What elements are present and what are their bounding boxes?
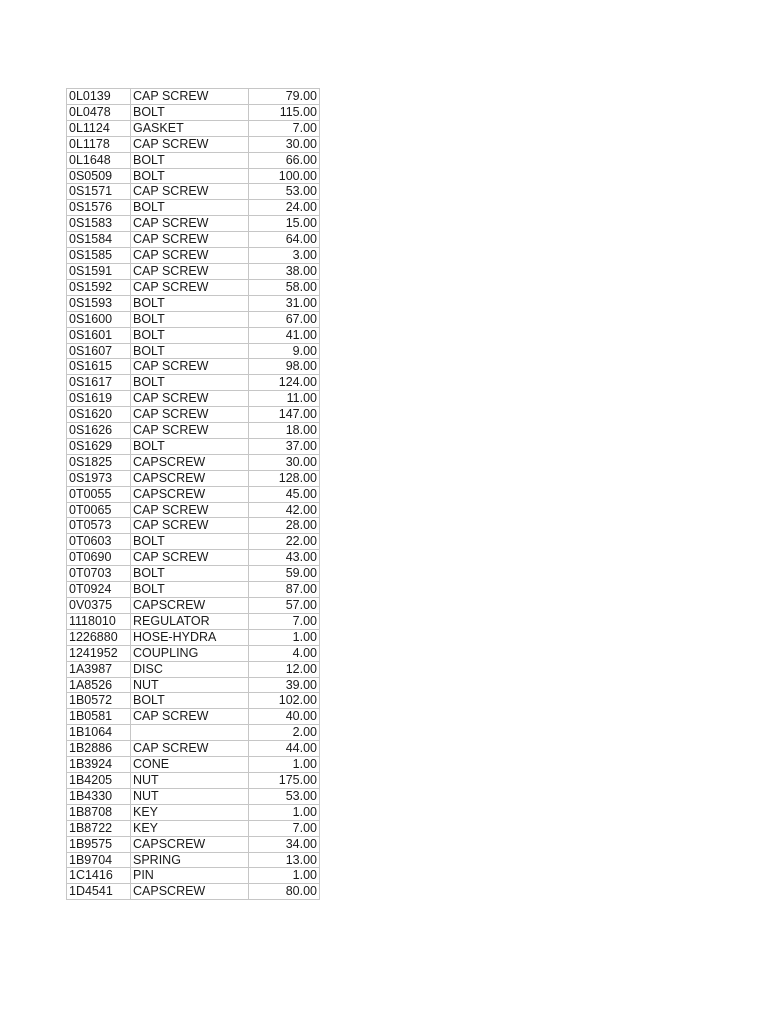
part-number-cell: 1118010 <box>66 614 131 630</box>
parts-table-body <box>66 88 320 900</box>
part-number-cell: 0L1178 <box>66 137 131 153</box>
quantity-cell: 115.00 <box>249 105 320 121</box>
description-cell: REGULATOR <box>131 614 249 630</box>
part-number-cell: 0L1124 <box>66 121 131 137</box>
quantity-cell: 67.00 <box>249 312 320 328</box>
table-row <box>66 868 320 884</box>
part-number-cell: 1B8722 <box>66 821 131 837</box>
description-cell: BOLT <box>131 344 249 360</box>
table-row <box>66 582 320 598</box>
part-number-cell: 0T0924 <box>66 582 131 598</box>
description-cell: CAPSCREW <box>131 455 249 471</box>
quantity-cell: 80.00 <box>249 884 320 900</box>
quantity-cell: 45.00 <box>249 487 320 503</box>
description-cell: BOLT <box>131 375 249 391</box>
part-number-cell: 0S1592 <box>66 280 131 296</box>
part-number-cell: 0S1825 <box>66 455 131 471</box>
quantity-cell: 1.00 <box>249 868 320 884</box>
quantity-cell: 11.00 <box>249 391 320 407</box>
part-number-cell: 1B3924 <box>66 757 131 773</box>
part-number-cell: 0T0703 <box>66 566 131 582</box>
description-cell: CAP SCREW <box>131 280 249 296</box>
part-number-cell: 0L0478 <box>66 105 131 121</box>
table-row <box>66 328 320 344</box>
quantity-cell: 2.00 <box>249 725 320 741</box>
table-row <box>66 741 320 757</box>
description-cell <box>131 725 249 741</box>
table-row <box>66 471 320 487</box>
table-row <box>66 137 320 153</box>
quantity-cell: 1.00 <box>249 630 320 646</box>
part-number-cell: 0S1620 <box>66 407 131 423</box>
table-row <box>66 105 320 121</box>
description-cell: CAP SCREW <box>131 518 249 534</box>
part-number-cell: 0S1973 <box>66 471 131 487</box>
table-row <box>66 837 320 853</box>
quantity-cell: 64.00 <box>249 232 320 248</box>
description-cell: CAP SCREW <box>131 216 249 232</box>
part-number-cell: 1B9704 <box>66 853 131 869</box>
description-cell: BOLT <box>131 296 249 312</box>
quantity-cell: 44.00 <box>249 741 320 757</box>
table-row <box>66 773 320 789</box>
description-cell: CAP SCREW <box>131 232 249 248</box>
part-number-cell: 0S1601 <box>66 328 131 344</box>
table-row <box>66 439 320 455</box>
table-row <box>66 88 320 105</box>
quantity-cell: 24.00 <box>249 200 320 216</box>
part-number-cell: 0S1607 <box>66 344 131 360</box>
quantity-cell: 87.00 <box>249 582 320 598</box>
description-cell: CAP SCREW <box>131 248 249 264</box>
description-cell: NUT <box>131 789 249 805</box>
table-row <box>66 646 320 662</box>
quantity-cell: 53.00 <box>249 789 320 805</box>
part-number-cell: 0S1593 <box>66 296 131 312</box>
description-cell: BOLT <box>131 534 249 550</box>
description-cell: CAPSCREW <box>131 471 249 487</box>
part-number-cell: 0S1629 <box>66 439 131 455</box>
table-row <box>66 805 320 821</box>
description-cell: BOLT <box>131 693 249 709</box>
description-cell: BOLT <box>131 328 249 344</box>
description-cell: CAPSCREW <box>131 598 249 614</box>
table-row <box>66 248 320 264</box>
quantity-cell: 30.00 <box>249 137 320 153</box>
table-row <box>66 662 320 678</box>
description-cell: CAP SCREW <box>131 741 249 757</box>
description-cell: CAP SCREW <box>131 391 249 407</box>
quantity-cell: 100.00 <box>249 169 320 185</box>
part-number-cell: 1226880 <box>66 630 131 646</box>
quantity-cell: 58.00 <box>249 280 320 296</box>
part-number-cell: 0S0509 <box>66 169 131 185</box>
description-cell: GASKET <box>131 121 249 137</box>
description-cell: CAP SCREW <box>131 137 249 153</box>
quantity-cell: 40.00 <box>249 709 320 725</box>
description-cell: NUT <box>131 773 249 789</box>
quantity-cell: 66.00 <box>249 153 320 169</box>
description-cell: CAP SCREW <box>131 407 249 423</box>
table-row <box>66 884 320 900</box>
quantity-cell: 3.00 <box>249 248 320 264</box>
part-number-cell: 0S1583 <box>66 216 131 232</box>
table-row <box>66 280 320 296</box>
description-cell: CAP SCREW <box>131 503 249 519</box>
part-number-cell: 0S1600 <box>66 312 131 328</box>
table-row <box>66 853 320 869</box>
description-cell: CAP SCREW <box>131 359 249 375</box>
quantity-cell: 12.00 <box>249 662 320 678</box>
description-cell: BOLT <box>131 105 249 121</box>
part-number-cell: 0T0573 <box>66 518 131 534</box>
quantity-cell: 147.00 <box>249 407 320 423</box>
description-cell: CONE <box>131 757 249 773</box>
description-cell: BOLT <box>131 312 249 328</box>
description-cell: SPRING <box>131 853 249 869</box>
description-cell: CAP SCREW <box>131 550 249 566</box>
description-cell: HOSE-HYDRA <box>131 630 249 646</box>
quantity-cell: 4.00 <box>249 646 320 662</box>
quantity-cell: 34.00 <box>249 837 320 853</box>
quantity-cell: 18.00 <box>249 423 320 439</box>
description-cell: COUPLING <box>131 646 249 662</box>
part-number-cell: 0L0139 <box>66 88 131 105</box>
table-row <box>66 232 320 248</box>
table-row <box>66 375 320 391</box>
part-number-cell: 0S1585 <box>66 248 131 264</box>
quantity-cell: 39.00 <box>249 678 320 694</box>
description-cell: BOLT <box>131 582 249 598</box>
description-cell: CAPSCREW <box>131 884 249 900</box>
part-number-cell: 0T0690 <box>66 550 131 566</box>
part-number-cell: 0S1584 <box>66 232 131 248</box>
quantity-cell: 98.00 <box>249 359 320 375</box>
table-row <box>66 121 320 137</box>
part-number-cell: 0L1648 <box>66 153 131 169</box>
table-row <box>66 264 320 280</box>
table-row <box>66 312 320 328</box>
table-row <box>66 566 320 582</box>
table-row <box>66 725 320 741</box>
description-cell: BOLT <box>131 566 249 582</box>
description-cell: PIN <box>131 868 249 884</box>
table-row <box>66 630 320 646</box>
quantity-cell: 175.00 <box>249 773 320 789</box>
part-number-cell: 0T0055 <box>66 487 131 503</box>
quantity-cell: 124.00 <box>249 375 320 391</box>
description-cell: CAP SCREW <box>131 709 249 725</box>
quantity-cell: 42.00 <box>249 503 320 519</box>
table-row <box>66 487 320 503</box>
part-number-cell: 1B0572 <box>66 693 131 709</box>
quantity-cell: 59.00 <box>249 566 320 582</box>
part-number-cell: 1B1064 <box>66 725 131 741</box>
quantity-cell: 43.00 <box>249 550 320 566</box>
part-number-cell: 1B9575 <box>66 837 131 853</box>
table-row <box>66 344 320 360</box>
description-cell: BOLT <box>131 439 249 455</box>
part-number-cell: 1B2886 <box>66 741 131 757</box>
description-cell: DISC <box>131 662 249 678</box>
quantity-cell: 7.00 <box>249 614 320 630</box>
description-cell: BOLT <box>131 169 249 185</box>
description-cell: CAP SCREW <box>131 423 249 439</box>
table-row <box>66 678 320 694</box>
part-number-cell: 0S1617 <box>66 375 131 391</box>
table-row <box>66 216 320 232</box>
table-row <box>66 455 320 471</box>
part-number-cell: 0S1591 <box>66 264 131 280</box>
quantity-cell: 7.00 <box>249 821 320 837</box>
part-number-cell: 0T0065 <box>66 503 131 519</box>
table-row <box>66 550 320 566</box>
quantity-cell: 13.00 <box>249 853 320 869</box>
quantity-cell: 38.00 <box>249 264 320 280</box>
part-number-cell: 0S1626 <box>66 423 131 439</box>
quantity-cell: 1.00 <box>249 757 320 773</box>
parts-table <box>66 88 320 900</box>
quantity-cell: 9.00 <box>249 344 320 360</box>
table-row <box>66 614 320 630</box>
quantity-cell: 57.00 <box>249 598 320 614</box>
description-cell: CAPSCREW <box>131 837 249 853</box>
part-number-cell: 0S1576 <box>66 200 131 216</box>
table-row <box>66 518 320 534</box>
part-number-cell: 1D4541 <box>66 884 131 900</box>
table-row <box>66 503 320 519</box>
part-number-cell: 1B4205 <box>66 773 131 789</box>
description-cell: BOLT <box>131 200 249 216</box>
quantity-cell: 31.00 <box>249 296 320 312</box>
table-row <box>66 359 320 375</box>
quantity-cell: 37.00 <box>249 439 320 455</box>
table-row <box>66 407 320 423</box>
quantity-cell: 15.00 <box>249 216 320 232</box>
table-row <box>66 200 320 216</box>
part-number-cell: 0V0375 <box>66 598 131 614</box>
part-number-cell: 1A8526 <box>66 678 131 694</box>
quantity-cell: 102.00 <box>249 693 320 709</box>
quantity-cell: 41.00 <box>249 328 320 344</box>
quantity-cell: 30.00 <box>249 455 320 471</box>
quantity-cell: 53.00 <box>249 184 320 200</box>
table-row <box>66 789 320 805</box>
description-cell: NUT <box>131 678 249 694</box>
part-number-cell: 1A3987 <box>66 662 131 678</box>
description-cell: CAP SCREW <box>131 88 249 105</box>
quantity-cell: 128.00 <box>249 471 320 487</box>
description-cell: KEY <box>131 805 249 821</box>
quantity-cell: 7.00 <box>249 121 320 137</box>
quantity-cell: 79.00 <box>249 88 320 105</box>
table-row <box>66 423 320 439</box>
table-row <box>66 534 320 550</box>
part-number-cell: 1B8708 <box>66 805 131 821</box>
part-number-cell: 1C1416 <box>66 868 131 884</box>
part-number-cell: 1B0581 <box>66 709 131 725</box>
part-number-cell: 0S1619 <box>66 391 131 407</box>
description-cell: KEY <box>131 821 249 837</box>
description-cell: CAP SCREW <box>131 264 249 280</box>
table-row <box>66 757 320 773</box>
quantity-cell: 1.00 <box>249 805 320 821</box>
part-number-cell: 1241952 <box>66 646 131 662</box>
part-number-cell: 0S1571 <box>66 184 131 200</box>
table-row <box>66 184 320 200</box>
table-row <box>66 709 320 725</box>
table-row <box>66 821 320 837</box>
part-number-cell: 0S1615 <box>66 359 131 375</box>
table-row <box>66 296 320 312</box>
description-cell: CAPSCREW <box>131 487 249 503</box>
description-cell: CAP SCREW <box>131 184 249 200</box>
description-cell: BOLT <box>131 153 249 169</box>
table-row <box>66 693 320 709</box>
table-row <box>66 391 320 407</box>
quantity-cell: 22.00 <box>249 534 320 550</box>
table-row <box>66 153 320 169</box>
quantity-cell: 28.00 <box>249 518 320 534</box>
table-row <box>66 169 320 185</box>
table-row <box>66 598 320 614</box>
part-number-cell: 1B4330 <box>66 789 131 805</box>
part-number-cell: 0T0603 <box>66 534 131 550</box>
